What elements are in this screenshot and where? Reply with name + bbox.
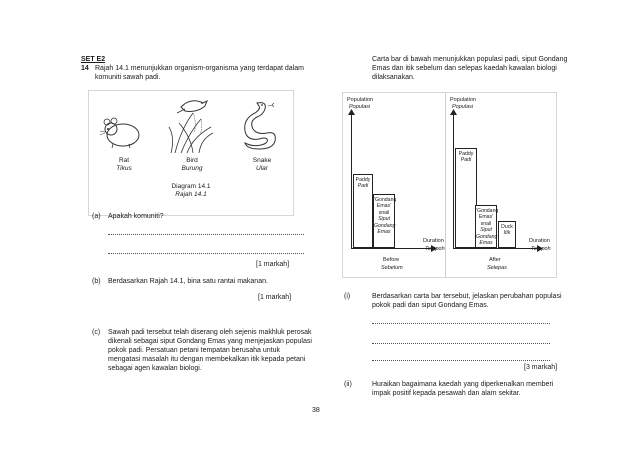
chart-intro-line2: Emas dan itik sebelum dan selepas kaedah kawalan biologi	[372, 65, 557, 72]
before-paddy-bar	[353, 174, 373, 248]
before-snail-label-ms-3: Emas	[377, 229, 391, 236]
before-paddy-label-en: Paddy	[355, 177, 371, 183]
qii-line-1: Huraikan bagaimana kaedah yang diperkenalkan memberi	[372, 381, 554, 388]
qi-answer-line-2[interactable]	[372, 343, 550, 344]
chart-divider	[445, 93, 446, 277]
question-intro-line2: komuniti sawah padi.	[95, 74, 161, 81]
qii-label: (ii)	[344, 381, 352, 388]
before-title-en: Before	[383, 257, 400, 263]
qii-line-2: impak positif kepada pesawah dan alam sekitar.	[372, 390, 521, 397]
rat-icon	[99, 111, 149, 151]
after-snail-label-en-3: snail	[480, 220, 492, 227]
before-paddy-label-ms: Padi	[357, 183, 369, 190]
after-x-axis	[453, 248, 539, 249]
after-paddy-label-ms: Padi	[460, 157, 472, 164]
before-x-axis	[351, 248, 433, 249]
qa-answer-line-2[interactable]	[108, 253, 304, 254]
bar-chart-frame	[342, 92, 557, 278]
before-ylabel-en: Population	[347, 97, 373, 103]
before-snail-label-en-3: snail	[378, 209, 390, 216]
after-paddy-bar	[455, 148, 477, 248]
bird-icon	[167, 93, 217, 155]
qi-label: (i)	[344, 293, 351, 300]
snake-icon	[239, 97, 283, 153]
page-number: 38	[312, 407, 320, 414]
question-intro-line1: Rajah 14.1 menunjukkan organism-organisma yang terdapat dalam	[95, 65, 304, 72]
qi-line-1: Berdasarkan carta bar tersebut, jelaskan perubahan populasi	[372, 293, 562, 300]
before-snail-label-en-2: Emas'	[376, 203, 392, 210]
after-paddy-label-en: Paddy	[458, 151, 474, 157]
before-snail-label-ms-1: Siput	[378, 216, 390, 223]
after-xlabel-ms: Tempoh	[531, 246, 551, 252]
chart-intro-line1: Carta bar di bawah menunjukkan populasi padi, siput Gondang	[372, 56, 568, 63]
qi-answer-line-1[interactable]	[372, 323, 550, 324]
qi-line-2: pokok padi dan siput Gondang Emas.	[372, 302, 489, 309]
before-ylabel-ms: Populasi	[349, 104, 371, 110]
after-duck-bar	[498, 221, 516, 248]
qc-line-4: mengatasi masalah itu dengan membekalkan itik kepada petani	[108, 356, 306, 363]
before-y-arrow-icon	[347, 109, 356, 115]
after-title-ms: Selepas	[487, 265, 507, 271]
rat-label-en: Rat	[118, 157, 130, 164]
diagram-14-1	[88, 90, 294, 216]
after-ylabel-en: Population	[450, 97, 476, 103]
qb-text: Berdasarkan Rajah 14.1, bina satu rantai makanan.	[108, 278, 268, 285]
qc-label: (c)	[92, 329, 101, 336]
after-snail-label-en-1: 'Gondang	[476, 208, 499, 214]
after-snail-label-ms-3: Emas	[479, 240, 493, 247]
diagram-caption-ms: Rajah 14.1	[175, 191, 207, 198]
before-xlabel-en: Duration	[423, 238, 444, 244]
after-xlabel-en: Duration	[529, 238, 550, 244]
after-snail-label-en-2: Emas'	[478, 214, 494, 221]
qc-line-1: Sawah padi tersebut telah diserang oleh sejenis makhluk perosak	[108, 329, 312, 336]
snake-label-en: Snake	[252, 157, 272, 164]
qa-label: (a)	[92, 213, 101, 220]
diagram-caption-en: Diagram 14.1	[171, 183, 211, 190]
before-snail-label-en-1: 'Gondang	[374, 197, 397, 203]
after-snail-bar	[475, 205, 497, 248]
question-number: 14	[81, 65, 89, 72]
qc-line-2: dikenali sebagai siput Gondang Emas yang menjejaskan populasi	[108, 338, 312, 345]
before-y-axis	[351, 113, 352, 248]
after-y-axis	[453, 113, 454, 248]
after-snail-label-ms-1: Siput	[480, 227, 492, 234]
after-ylabel-ms: Populasi	[452, 104, 474, 110]
chart-intro-line3: dilaksanakan.	[372, 74, 415, 81]
qi-answer-line-3[interactable]	[372, 360, 550, 361]
after-title-en: After	[489, 257, 501, 263]
qc-line-3: pokok padi. Persatuan petani tempatan berusaha untuk	[108, 347, 281, 354]
rat-label-ms: Tikus	[116, 165, 132, 172]
before-snail-label-ms-2: Gondang	[374, 222, 396, 229]
after-duck-label-ms: Itik	[503, 230, 511, 237]
before-snail-bar	[373, 194, 395, 248]
after-y-arrow-icon	[449, 109, 458, 115]
qa-text: Apakah komuniti?	[108, 213, 164, 220]
snake-label-ms: Ular	[256, 165, 268, 172]
qa-answer-line-1[interactable]	[108, 234, 304, 235]
after-snail-label-ms-2: Gondang	[476, 233, 498, 240]
bird-label-ms: Burung	[181, 165, 203, 172]
set-title: SET E2	[81, 56, 106, 63]
bird-label-en: Bird	[186, 157, 198, 164]
before-xlabel-ms: Tempoh	[425, 246, 445, 252]
qi-mark: [3 markah]	[524, 364, 558, 371]
after-duck-label-en: Duck	[501, 224, 513, 230]
qa-mark: [1 markah]	[256, 261, 290, 268]
qb-label: (b)	[92, 278, 101, 285]
qb-mark: [1 markah]	[258, 294, 292, 301]
before-title-ms: Sebelum	[381, 265, 403, 271]
qc-line-5: sebagai agen kawalan biologi.	[108, 365, 202, 372]
